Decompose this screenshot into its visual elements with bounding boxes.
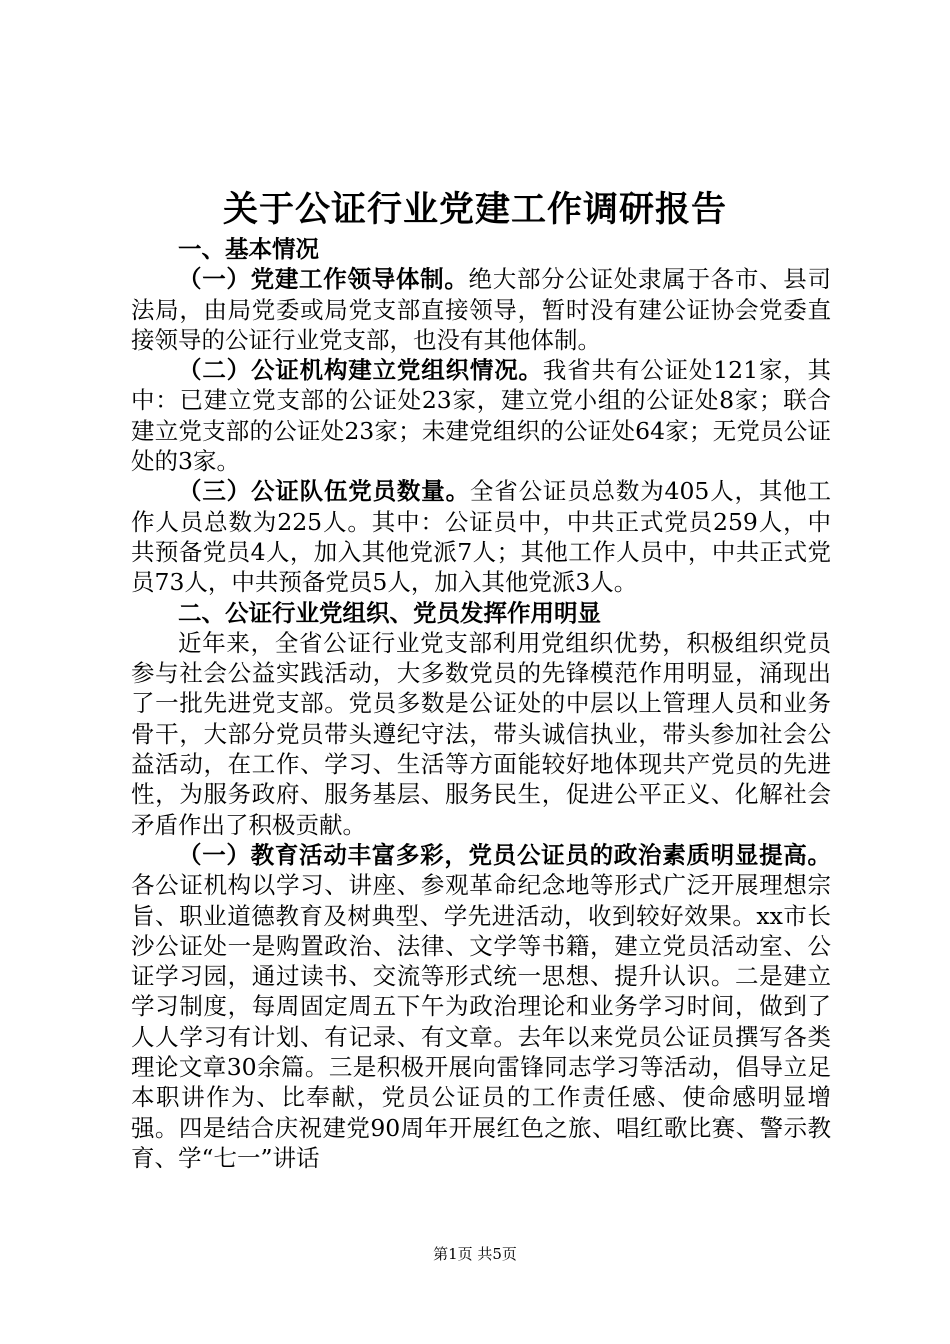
- paragraph-5: [131, 628, 831, 840]
- paragraph-heading: （二）公证机构建立党组织情况。: [178, 356, 543, 385]
- page-number-footer: 第1页 共5页: [433, 1245, 517, 1263]
- paragraph-text: 全省公证员总数为405人，其他工作人员总数为225人。其中：公证员中，中共正式党员259人，中共预备党员4人，加入其他党派7人；其他工作人员中，中共正式党员73人，中共预备党员5人，加入其他党派3人。: [131, 477, 832, 597]
- paragraph-heading: （一）教育活动丰富多彩，党员公证员的政治素质明显提高。: [178, 840, 831, 869]
- section-heading-1: [131, 234, 831, 264]
- document-body: [131, 234, 831, 1173]
- paragraph-heading: （一）党建工作领导体制。: [178, 265, 469, 294]
- paragraph-text: 近年来，全省公证行业党支部利用党组织优势，积极组织党员参与社会公益实践活动，大多数党员的先锋模范作用明显，涌现出了一批先进党支部。党员多数是公证处的中层以上管理人员和业务骨干，大部分党员带头遵纪守法，带头诚信执业，带头参加社会公益活动，在工作、学习、生活等方面能较好地体现共产党员的先进性，为服务政府、服务基层、服务民生，促进公平正义、化解社会矛盾作出了积极贡献。: [131, 628, 831, 839]
- section-heading-text: 二、公证行业党组织、党员发挥作用明显: [178, 598, 601, 627]
- paragraph-3: [131, 476, 831, 597]
- section-heading-text: 一、基本情况: [178, 235, 319, 263]
- paragraph-2: [131, 355, 831, 476]
- paragraph-text: 绝大部分公证处隶属于各市、县司法局，由局党委或局党支部直接领导，暂时没有建公证协会党委直接领导的公证行业党支部，也没有其他体制。: [131, 265, 832, 354]
- paragraph-heading: （三）公证队伍党员数量。: [178, 477, 470, 506]
- paragraph-text: 各公证机构以学习、讲座、参观革命纪念地等形式广泛开展理想宗旨、职业道德教育及树典型、学先进活动，收到较好效果。xx市长沙公证处一是购置政治、法律、文学等书籍，建立党员活动室、公证学习园，通过读书、交流等形式统一思想、提升认识。二是建立学习制度，每周固定周五下午为政治理论和业务学习时间，做到了人人学习有计划、有记录、有文章。去年以来党员公证员撰写各类理论文章30余篇。三是积极开展向雷锋同志学习等活动，倡导立足本职讲作为、比奉献，党员公证员的工作责任感、使命感明显增强。四是结合庆祝建党90周年开展红色之旅、唱红歌比赛、警示教育、学“七一”讲话: [131, 871, 831, 1172]
- section-heading-2: [131, 598, 831, 628]
- document-title: 关于公证行业党建工作调研报告: [222, 189, 727, 230]
- paragraph-text: 我省共有公证处121家，其中：已建立党支部的公证处23家，建立党小组的公证处8家；联合建立党支部的公证处23家；未建党组织的公证处64家；无党员公证处的3家。: [131, 356, 832, 476]
- paragraph-6: [131, 840, 831, 1173]
- paragraph-1: [131, 264, 831, 355]
